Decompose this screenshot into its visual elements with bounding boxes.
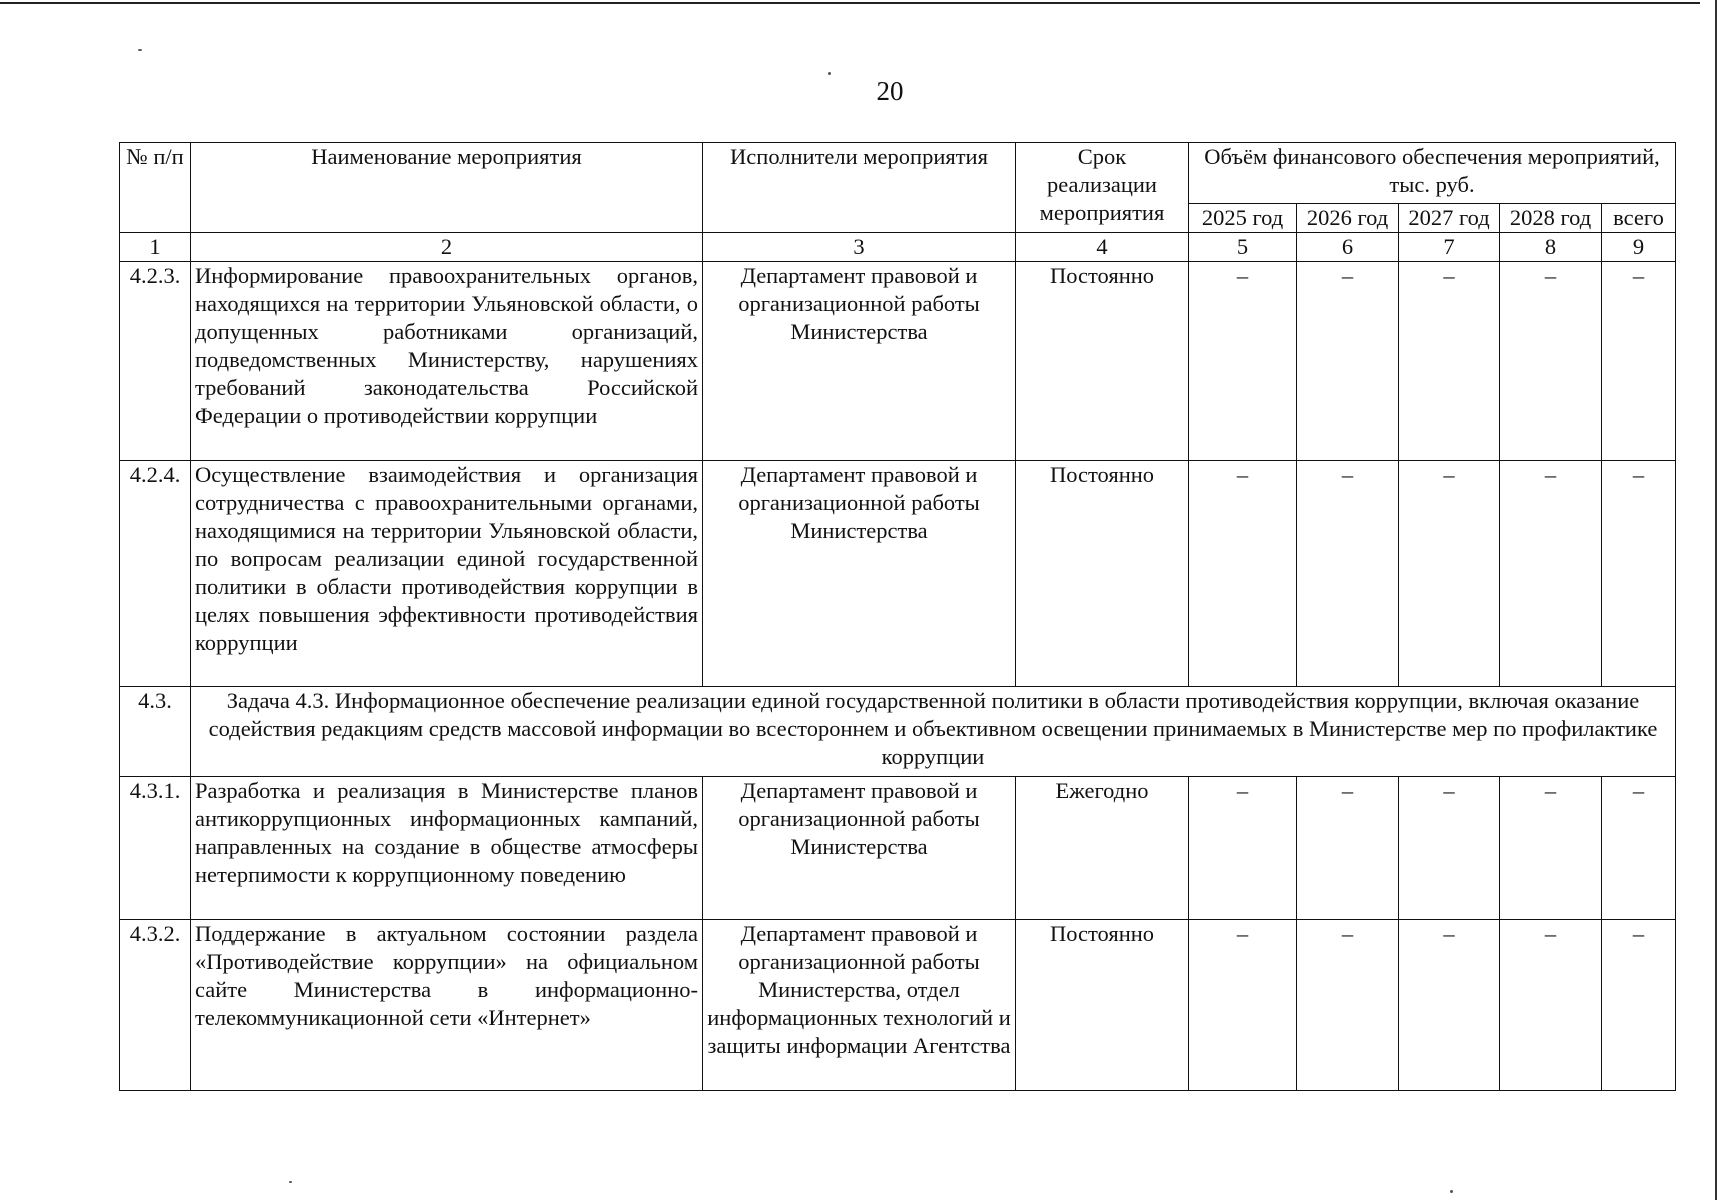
col-number: 8 (1500, 233, 1602, 262)
scan-speck (138, 49, 142, 51)
term: Ежегодно (1016, 777, 1189, 920)
scan-edge-right (1715, 0, 1717, 1200)
task-text: Задача 4.3. Информационное обеспечение реализации единой государственной политики в области противодействия коррупции, включая оказание содействия редакциям средств массовой информации во всестороннем и объективном освещении принимаемых в Министерстве мер по профилактике коррупции (191, 687, 1676, 777)
table-row (120, 777, 1676, 920)
value-2026: – (1297, 777, 1399, 920)
value-2026: – (1297, 461, 1399, 687)
value-2025: – (1189, 920, 1297, 1091)
scan-speck (828, 72, 831, 75)
header-year-2025: 2025 год (1189, 204, 1297, 233)
col-number: 2 (191, 233, 703, 262)
value-2028: – (1500, 461, 1602, 687)
table-row (120, 262, 1676, 461)
task-row (120, 687, 1676, 777)
measure-name: Информирование правоохранительных органов, находящихся на территории Ульяновской области, о допущенных работниками организаций, подведомственных Министерству, нарушениях требований законодательства Российской Федерации о противодействии коррупции (191, 262, 703, 461)
value-total: – (1602, 461, 1676, 687)
value-2025: – (1189, 461, 1297, 687)
scan-speck (1450, 1190, 1453, 1193)
col-number: 9 (1602, 233, 1676, 262)
header-total: всего (1602, 204, 1676, 233)
value-2028: – (1500, 262, 1602, 461)
executor: Департамент правовой и организационной работы Министерства (703, 777, 1016, 920)
measures-table (119, 142, 1676, 1091)
page-number: 20 (876, 76, 904, 106)
col-number: 5 (1189, 233, 1297, 262)
value-total: – (1602, 777, 1676, 920)
executor: Департамент правовой и организационной работы Министерства, отдел информационных технологий и защиты информации Агентства (703, 920, 1016, 1091)
measure-name: Разработка и реализация в Министерстве планов антикоррупционных информационных кампаний, направленных на создание в обществе атмосферы нетерпимости к коррупционному поведению (191, 777, 703, 920)
scan-edge-top (0, 2, 1700, 4)
col-number: 3 (703, 233, 1016, 262)
row-number: 4.2.3. (120, 262, 191, 461)
executor: Департамент правовой и организационной работы Министерства (703, 262, 1016, 461)
row-number: 4.2.4. (120, 461, 191, 687)
value-2027: – (1399, 262, 1500, 461)
value-2027: – (1399, 777, 1500, 920)
value-2025: – (1189, 777, 1297, 920)
value-total: – (1602, 262, 1676, 461)
value-2026: – (1297, 262, 1399, 461)
table-row (120, 920, 1676, 1091)
measure-name: Осуществление взаимодействия и организация сотрудничества с правоохранительными органами, находящимися на территории Ульяновской области, по вопросам реализации единой государственной политики в области противодействия коррупции в целях повышения эффективности противодействия коррупции (191, 461, 703, 687)
measure-name: Поддержание в актуальном состоянии раздела «Противодействие коррупции» на официальном сайте Министерства в информационно-телекоммуникационной сети «Интернет» (191, 920, 703, 1091)
value-total: – (1602, 920, 1676, 1091)
value-2027: – (1399, 920, 1500, 1091)
term: Постоянно (1016, 461, 1189, 687)
column-numbers-row (120, 233, 1676, 262)
term: Постоянно (1016, 262, 1189, 461)
value-2028: – (1500, 920, 1602, 1091)
col-number: 4 (1016, 233, 1189, 262)
term: Постоянно (1016, 920, 1189, 1091)
header-num: № п/п (120, 143, 191, 233)
col-number: 6 (1297, 233, 1399, 262)
value-2028: – (1500, 777, 1602, 920)
value-2027: – (1399, 461, 1500, 687)
value-2026: – (1297, 920, 1399, 1091)
col-number: 1 (120, 233, 191, 262)
task-number: 4.3. (120, 687, 191, 777)
header-term: Срок реализации мероприятия (1016, 143, 1189, 233)
value-2025: – (1189, 262, 1297, 461)
header-year-2026: 2026 год (1297, 204, 1399, 233)
header-year-2027: 2027 год (1399, 204, 1500, 233)
scan-speck (289, 1181, 292, 1183)
header-name: Наименование мероприятия (191, 143, 703, 233)
header-executors: Исполнители мероприятия (703, 143, 1016, 233)
row-number: 4.3.2. (120, 920, 191, 1091)
executor: Департамент правовой и организационной работы Министерства (703, 461, 1016, 687)
table-row (120, 461, 1676, 687)
header-year-2028: 2028 год (1500, 204, 1602, 233)
col-number: 7 (1399, 233, 1500, 262)
row-number: 4.3.1. (120, 777, 191, 920)
header-finance: Объём финансового обеспечения мероприятий, тыс. руб. (1189, 143, 1676, 204)
